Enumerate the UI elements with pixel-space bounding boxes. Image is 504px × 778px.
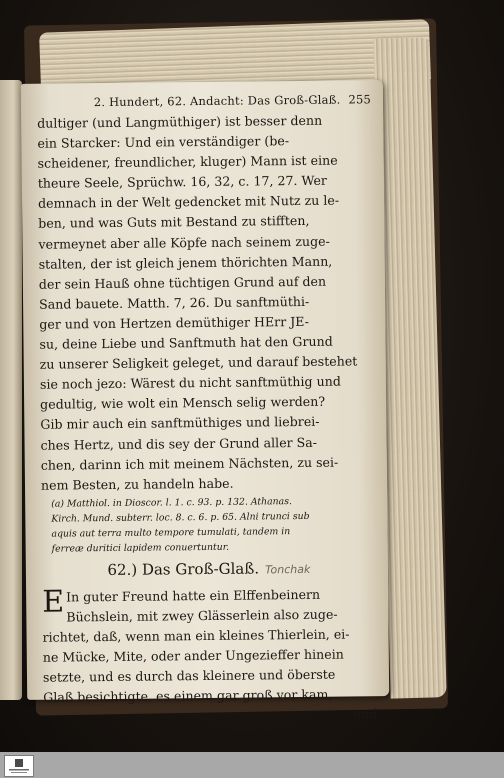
catchword: und <box>353 706 378 722</box>
running-head-title: 2. Hundert, 62. Andacht: Das Groß-Glaß. <box>93 92 341 110</box>
text-line: sie noch jezo: Wärest du nicht sanftmüthig und <box>39 373 341 392</box>
body-paragraph <box>37 110 375 495</box>
running-head <box>37 92 371 109</box>
text-line: zu unserer Seligkeit geleget, und darauf bestehet <box>39 353 358 372</box>
text-line: ne Mücke, Mite, oder ander Ungezieffer hinein <box>42 646 344 665</box>
text-line: nem Besten, zu handeln habe. <box>40 475 234 493</box>
section-paragraph <box>42 584 377 728</box>
text-line: der sein Hauß ohne tüchtigen Grund auf den <box>38 273 327 292</box>
text-line: ger und von Hertzen demüthiger HErr JE- <box>39 313 309 332</box>
text-line: su, deine Liebe und Sanftmuth hat den Grund <box>39 333 333 352</box>
page-number: 255 <box>348 92 372 107</box>
book-page <box>21 80 389 722</box>
text-line: ches Hertz, und dis sey der Grund aller Sa- <box>40 434 318 453</box>
text-line: stalten, der ist gleich jenem thörichten Mann, <box>38 253 333 272</box>
section-heading <box>42 554 376 585</box>
text-line: Sand bauete. Matth. 7, 26. Du sanftmüthi- <box>39 293 310 312</box>
text-line: richtet, daß, wenn man ein kleines Thierlein, ei- <box>42 626 350 645</box>
text-line: ben, und was Guts mit Bestand zu stifften, <box>38 213 310 232</box>
text-line: dultiger (und Langmüthiger) ist besser denn <box>37 112 323 131</box>
footnote-line: Kirch. Mund. subterr. loc. 8. c. 6. p. 65. Alni trunci sub <box>51 510 310 525</box>
section-heading-text: 62.) Das Groß-Glaß. <box>107 559 260 579</box>
text-line: In guter Freund hatte ein Elffenbeinern <box>65 586 321 605</box>
viewer-footer-bar <box>0 752 504 778</box>
text-line: demnach in der Welt gedencket mit Nutz zu le- <box>37 192 340 212</box>
text-line: Glaß besichtigte, es einem gar groß vor kam, <box>43 686 333 705</box>
text-line: gedultig, wie wolt ein Mensch selig werden? <box>40 394 326 413</box>
text-line: theure Seele, Sprüchw. 16, 32, c. 17, 27. Wer <box>37 172 327 192</box>
text-line: chen, darinn ich mit meinem Nächsten, zu sei- <box>40 454 339 473</box>
footnote-line: (a) Matthiol. in Dioscor. l. 1. c. 93. p. 132. Athanas. <box>51 495 292 510</box>
previous-page-edge <box>0 80 22 700</box>
text-line: scheidener, freundlicher, kluger) Mann ist eine <box>37 152 338 171</box>
footnote-line: ferreæ duritici lapidem conuertuntur. <box>51 541 230 555</box>
text-line: ein Starcker: Und ein verständiger (be- <box>37 133 290 151</box>
text-line: Gib mir auch ein sanftmüthiges und liebrei- <box>40 414 320 433</box>
footnote-line: aquis aut terra multo tempore tumulati, tandem in <box>51 525 291 540</box>
footnote <box>41 494 376 555</box>
text-line: vermeynet aber alle Köpfe nach seinem zuge- <box>38 233 330 252</box>
drop-cap: E <box>42 584 65 620</box>
text-line: Büchslein, mit zwey Glässerlein also zuge- <box>66 606 338 625</box>
text-line: setzte, und es durch das kleinere und öberste <box>42 666 336 685</box>
handwritten-annotation: Tonchak <box>265 562 311 577</box>
page-text <box>37 92 378 728</box>
library-logo-icon <box>4 755 34 777</box>
